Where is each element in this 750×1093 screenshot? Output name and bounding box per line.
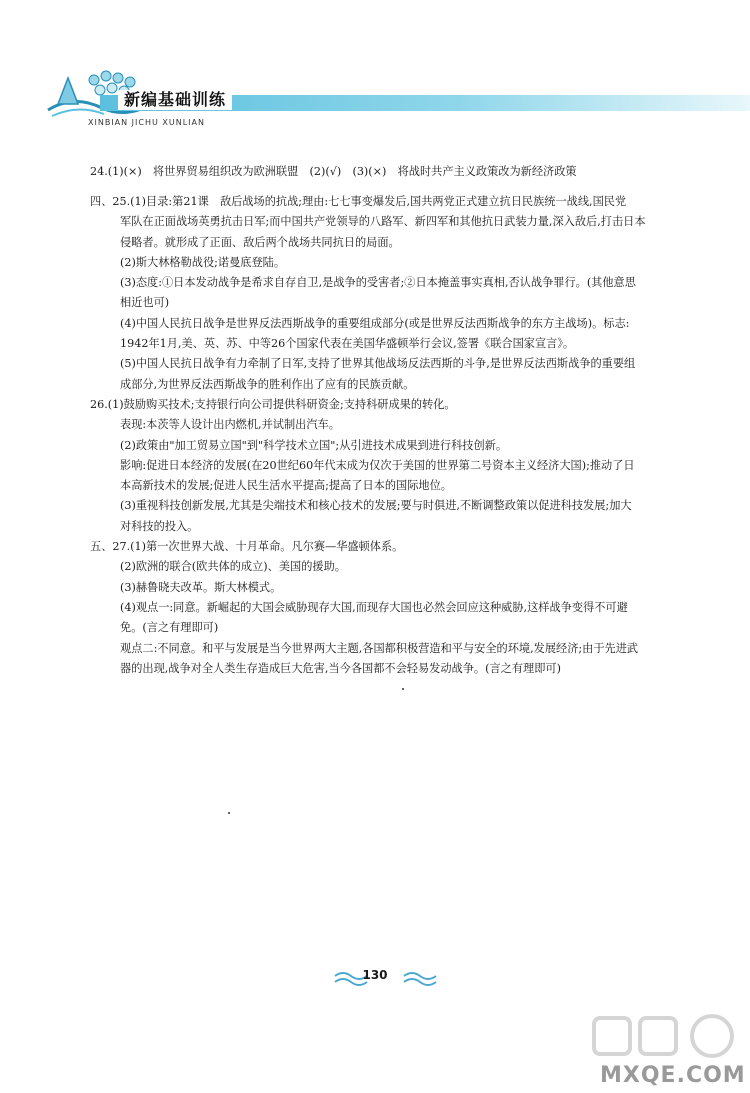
answer-line: 本高新技术的发展;促进人民生活水平提高;提高了日本的国际地位。	[120, 479, 452, 493]
answer-line: (3)赫鲁晓夫改革。斯大林模式。	[120, 580, 282, 594]
answer-line: (2)政策由"加工贸易立国"到"科学技术立国";从引进技术成果到进行科技创新。	[120, 438, 508, 452]
wave-ornament-icon	[400, 969, 438, 987]
page-number: 130	[362, 968, 388, 982]
header-subtitle: XINBIAN JICHU XUNLIAN	[88, 118, 205, 127]
header-title: 新编基础训练	[118, 90, 232, 110]
answer-line: 对科技的投入。	[120, 519, 199, 533]
watermark-text: MXQE.COM	[600, 1063, 746, 1088]
answer-line: 1942年1月,美、英、苏、中等26个国家代表在美国华盛顿举行会议,签署《联合国家宣言》。	[120, 337, 575, 351]
answer-line: 24.(1)(×) 将世界贸易组织改为欧洲联盟 (2)(√) (3)(×) 将战时共产主义政策改为新经济政策	[90, 165, 577, 178]
answer-line: 表现:本茨等人设计出内燃机,并试制出汽车。	[120, 418, 340, 432]
answer-line: 四、25.(1)目录:第21课 敌后战场的抗战;理由:七七事变爆发后,国共两党正式建立抗日民族统一战线,国民党	[90, 195, 627, 208]
answer-line: (4)中国人民抗日战争是世界反法西斯战争的重要组成部分(或是世界反法西斯战争的东方主战场)。标志:	[120, 316, 630, 330]
answer-line: (4)观点一:同意。新崛起的大国会威胁现存大国,而现存大国也必然会回应这种威胁,这样战争变得不可避	[120, 600, 628, 614]
answer-line: 26.(1)鼓励购买技术;支持银行向公司提供科研资金;支持科研成果的转化。	[90, 397, 456, 411]
print-speck	[228, 812, 230, 814]
answer-line: (3)重视科技创新发展,尤其是尖端技术和核心技术的发展;要与时俱进,不断调整政策以促进科技发展;加大	[120, 499, 632, 513]
answer-line: 观点二:不同意。和平与发展是当今世界两大主题,各国都积极营造和平与安全的环境,发展经济;由于先进武	[120, 641, 639, 655]
answer-line: (2)斯大林格勒战役;诺曼底登陆。	[120, 255, 286, 269]
answer-line: (2)欧洲的联合(欧共体的成立)、美国的援助。	[120, 560, 346, 574]
answer-line: 器的出现,战争对全人类生存造成巨大危害,当今各国都不会轻易发动战争。(言之有理即可)	[120, 661, 561, 675]
answer-line: 影响:促进日本经济的发展(在20世纪60年代末成为仅次于美国的世界第二号资本主义经济大国);推动了日	[120, 458, 635, 472]
answer-line: 成部分,为世界反法西斯战争的胜利作出了应有的民族贡献。	[120, 377, 415, 391]
answer-line: 军队在正面战场英勇抗击日军;而中国共产党领导的八路军、新四军和其他抗日武装力量,深入敌后,打击日本	[120, 215, 646, 229]
answer-line: 免。(言之有理即可)	[120, 621, 219, 635]
answer-line: (5)中国人民抗日战争有力牵制了日军,支持了世界其他战场反法西斯的斗争,是世界反法西斯战争的重要组	[120, 357, 636, 371]
answer-line: 相近也可)	[120, 296, 170, 310]
answer-content	[90, 162, 682, 679]
answer-line: 五、27.(1)第一次世界大战、十月革命。凡尔赛—华盛顿体系。	[90, 540, 404, 554]
page-header	[0, 0, 750, 140]
answer-line: (3)态度:①日本发动战争是希求自存自卫,是战争的受害者;②日本掩盖事实真相,否认战争罪行。(其他意思	[120, 276, 636, 290]
print-speck	[402, 688, 404, 690]
answer-line: 侵略者。就形成了正面、敌后两个战场共同抗日的局面。	[120, 235, 400, 249]
